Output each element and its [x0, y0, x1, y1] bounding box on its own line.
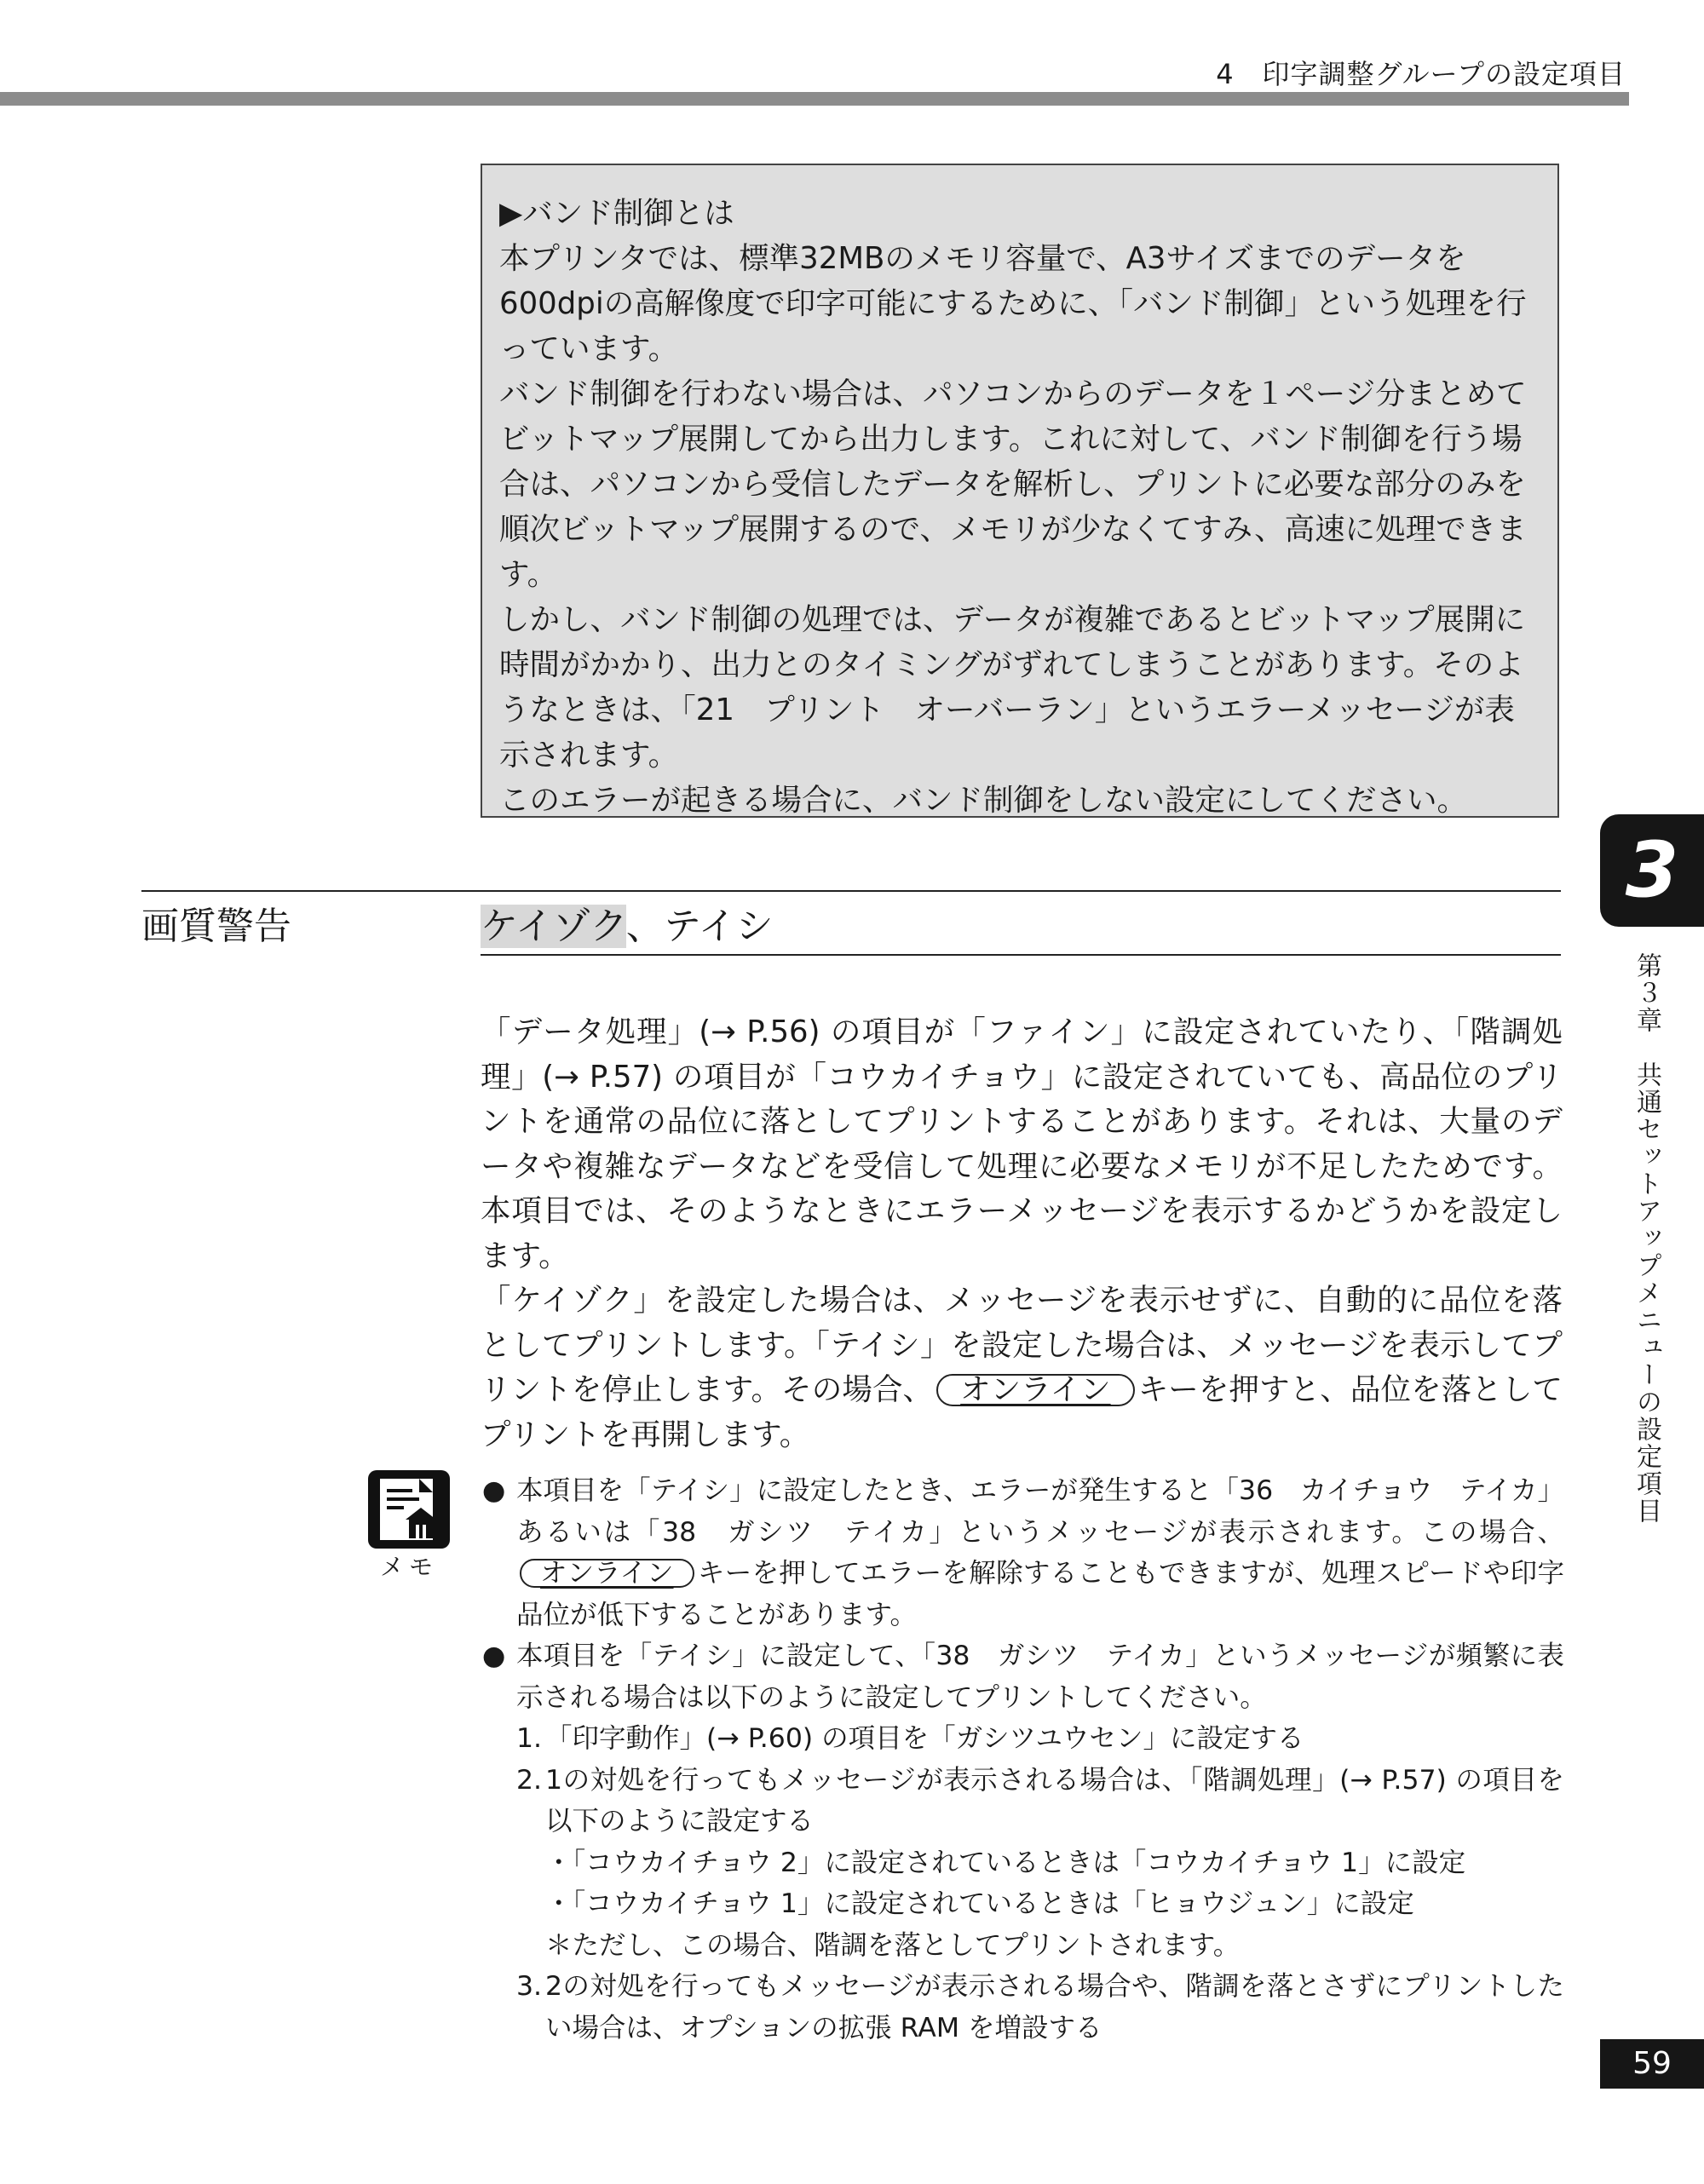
setting-name: 画質警告 [141, 905, 291, 948]
memo-list [482, 1470, 1564, 2049]
running-header: 4 印字調整グループの設定項目 [1216, 58, 1626, 90]
memo-item [482, 1635, 1564, 2049]
online-key: オンライン [936, 1374, 1134, 1406]
section-rule-under-values [481, 954, 1561, 956]
memo-sub-item: ・「コウカイチョウ 2」に設定されているときは「コウカイチョウ 1」に設定 [545, 1847, 1466, 1878]
description-text: 「ケイゾク」を設定した場合は、メッセージを表示せずに、自動的に品位を落としてプリントします。「テイシ」を設定した場合は、メッセージを表示してプリントを停止します。その場合、 [481, 1283, 1563, 1407]
bullet-icon: ● [482, 1641, 506, 1671]
memo-step [516, 1966, 1564, 2049]
memo-sub-list [545, 1842, 1564, 1967]
memo-icon-graphic [368, 1470, 450, 1549]
memo-text: 本項目を「テイシ」に設定して、「38 ガシツ テイカ」というメッセージが頻繁に表示される場合は以下のように設定してプリントしてください。 [516, 1641, 1564, 1713]
page-number: 59 [1600, 2039, 1704, 2089]
memo-step [516, 1760, 1564, 1967]
memo-icon [368, 1470, 450, 1549]
memo-steps [516, 1718, 1564, 2049]
bullet-icon: ● [482, 1475, 506, 1506]
step-text: 1の対処を行ってもメッセージが表示される場合は、「階調処理」(→ P.57) の項目を以下のように設定する [545, 1764, 1564, 1836]
chapter-tab: 3 [1600, 814, 1704, 927]
header-rule [0, 92, 1629, 106]
chapter-side-label: 第３章 共通セットアップメニューの設定項目 [1632, 952, 1661, 1525]
memo-note: ＊ただし、この場合、階調を落としてプリントされます。 [545, 1929, 1241, 1961]
memo-step [516, 1718, 1564, 1760]
description-paragraph [481, 1279, 1563, 1457]
memo-item [482, 1470, 1564, 1635]
section-rule-top [141, 890, 1561, 892]
description-paragraph: 「データ処理」(→ P.56) の項目が「ファイン」に設定されていたり、「階調処理」(→ P.57) の項目が「コウカイチョウ」に設定されていても、高品位のプリントを通常の品位に落としてプリントすることがあります。それは、大量のデータや複雑なデータなどを受信して処理に必要なメモリが不足したためです。本項目では、そのようなときにエラーメッセージを表示するかどうかを設定します。 [481, 1014, 1563, 1273]
setting-value-default: ケイゾク [481, 905, 626, 948]
info-box-paragraph: 本プリンタでは、標準32MBのメモリ容量で、A3サイズまでのデータを600dpiの高解像度で印字可能にするために、「バンド制御」という処理を行っています。 [499, 241, 1527, 366]
memo-label: メモ [379, 1553, 438, 1581]
step-number: 1. [516, 1723, 543, 1754]
description-text: キーを押すと、品位を落としてプリントを再開します。 [481, 1372, 1563, 1452]
info-box-paragraph: しかし、バンド制御の処理では、データが複雑であるとビットマップ展開に時間がかかり、出力とのタイミングがずれてしまうことがあります。そのようなときは、「21 プリント オーバーラン」というエラーメッセージが表示されます。 [499, 602, 1526, 773]
setting-description [481, 1010, 1563, 1457]
step-number: 3. [516, 1971, 543, 2002]
setting-value-separator: 、 [625, 905, 664, 948]
step-text: 「印字動作」(→ P.60) の項目を「ガシツユウセン」に設定する [545, 1723, 1304, 1754]
info-box-heading: ▶バンド制御とは [499, 196, 734, 231]
step-number: 2. [516, 1764, 543, 1796]
info-box-paragraph: バンド制御を行わない場合は、パソコンからのデータを１ページ分まとめてビットマップ展開してから出力します。これに対して、バンド制御を行う場合は、パソコンから受信したデータを解析し、プリントに必要な部分のみを順次ビットマップ展開するので、メモリが少なくてすみ、高速に処理できます。 [499, 376, 1527, 592]
memo-text: キーを押してエラーを解除することもできますが、処理スピードや印字品位が低下することがあります。 [516, 1558, 1564, 1630]
info-box-paragraph: このエラーが起きる場合に、バンド制御をしない設定にしてください。 [499, 783, 1468, 818]
step-text: 2の対処を行ってもメッセージが表示される場合や、階調を落とさずにプリントしたい場合は、オプションの拡張 RAM を増設する [545, 1971, 1564, 2043]
online-key: オンライン [520, 1559, 694, 1588]
memo-sub-item: ・「コウカイチョウ 1」に設定されているときは「ヒョウジュン」に設定 [545, 1888, 1414, 1919]
setting-values [481, 901, 774, 952]
memo-text: 本項目を「テイシ」に設定したとき、エラーが発生すると「36 カイチョウ テイカ」あるいは「38 ガシツ テイカ」というメッセージが表示されます。この場合、 [516, 1475, 1564, 1548]
setting-value-other: テイシ [663, 905, 774, 948]
band-control-info-box [481, 164, 1559, 818]
